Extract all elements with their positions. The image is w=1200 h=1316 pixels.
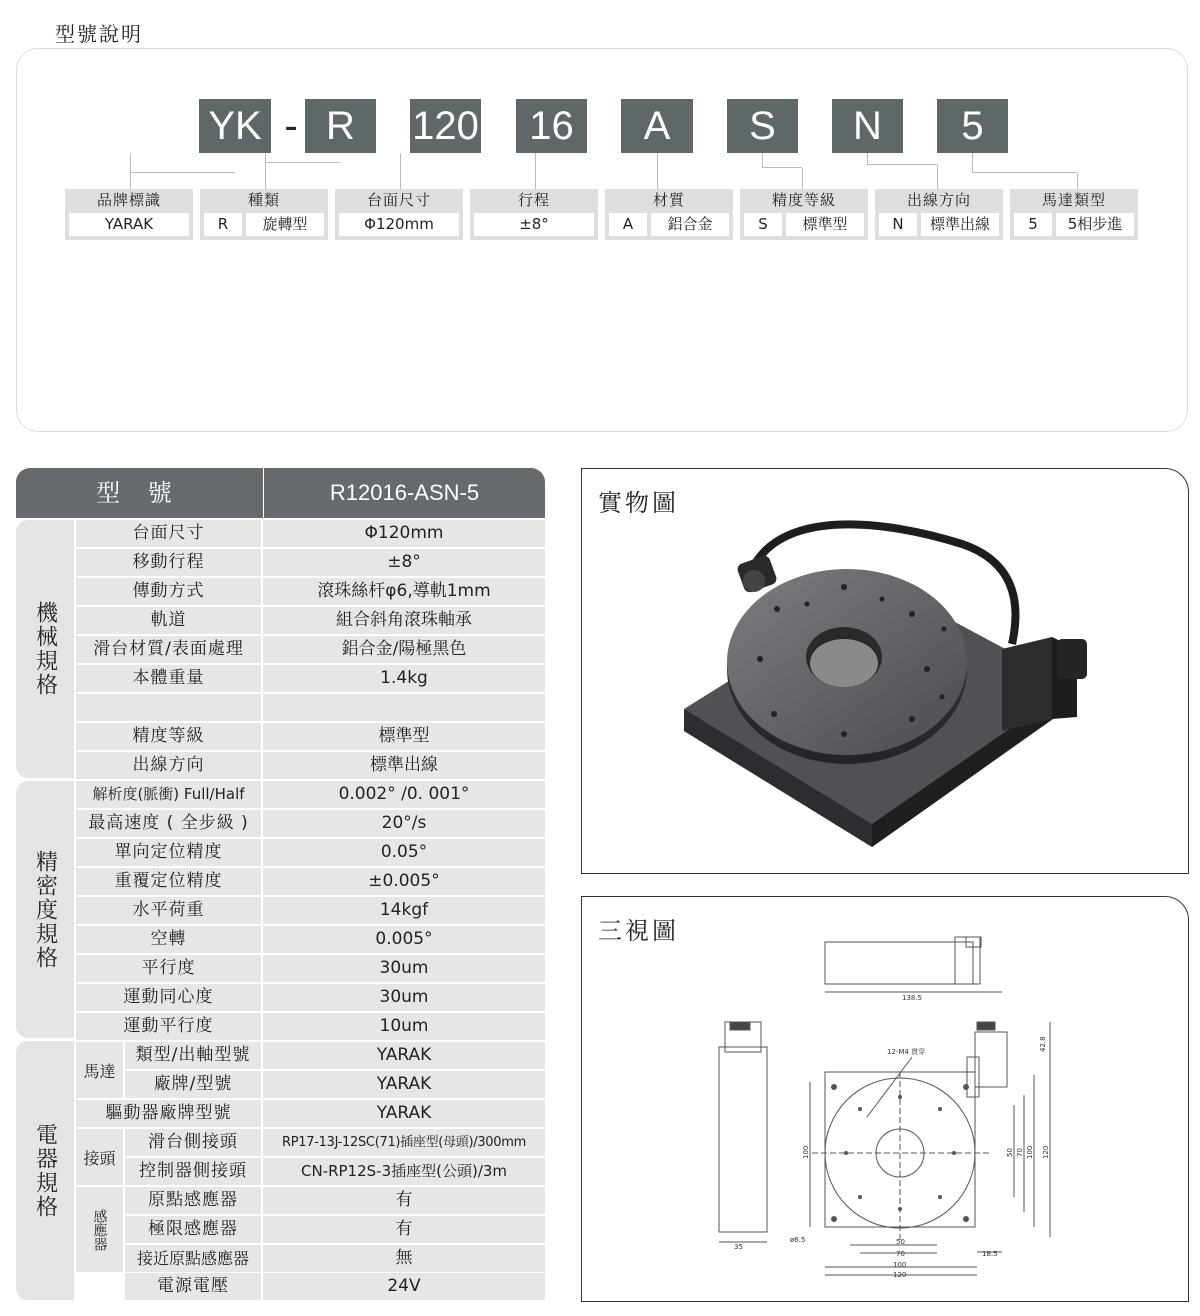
table-row: 解析度(脈衝) Full/Half 0.002° /0. 001° xyxy=(76,781,545,808)
svg-text:70: 70 xyxy=(1016,1148,1024,1157)
spec-table xyxy=(16,468,545,1300)
svg-text:35: 35 xyxy=(734,1243,743,1251)
group-mechanical: 機械規格 xyxy=(16,520,74,778)
option-brand: 品牌標識 YARAK xyxy=(65,189,193,240)
code-dash: - xyxy=(284,104,298,148)
table-row: 精度等級 標準型 xyxy=(76,723,545,750)
connector-line xyxy=(762,153,802,168)
table-row: 廠牌/型號 YARAK xyxy=(125,1071,545,1098)
table-row: 軌道 組合斜角滾珠軸承 xyxy=(76,607,545,634)
option-stroke: 行程 ±8° xyxy=(470,189,598,240)
table-row: 驅動器廠牌型號 YARAK xyxy=(76,1100,545,1127)
table-row: 傳動方式 滾珠絲杆φ6,導軌1mm xyxy=(76,578,545,605)
svg-text:100: 100 xyxy=(893,1261,907,1269)
option-cable: 出線方向 N 標準出線 xyxy=(875,189,1003,240)
code-segment-stroke: 16 xyxy=(516,99,587,153)
table-row: 移動行程 ±8° xyxy=(76,549,545,576)
connector-line xyxy=(535,153,536,189)
table-row: 最高速度 ( 全步級 ) 20°/s xyxy=(76,810,545,837)
subgroup-sensor: 感應器 xyxy=(76,1187,123,1272)
product-photo xyxy=(582,469,1188,873)
code-segment-cable: N xyxy=(832,99,903,153)
svg-text:100: 100 xyxy=(802,1145,810,1159)
code-segment-motor: 5 xyxy=(937,99,1008,153)
svg-text:50: 50 xyxy=(1006,1148,1014,1157)
table-row: 滑台側接頭 RP17-13J-12SC(71)插座型(母頭)/300mm xyxy=(125,1129,545,1156)
group-electrical: 電器規格 xyxy=(16,1041,74,1300)
table-row xyxy=(76,694,545,721)
connector-line xyxy=(1077,173,1078,189)
svg-text:50: 50 xyxy=(896,1238,905,1246)
table-row: 本體重量 1.4kg xyxy=(76,665,545,692)
page-title: 型號說明 xyxy=(55,22,143,46)
svg-text:70: 70 xyxy=(896,1250,905,1258)
option-material: 材質 A 鋁合金 xyxy=(605,189,733,240)
table-row: 極限感應器 有 xyxy=(125,1216,545,1243)
svg-text:100: 100 xyxy=(1026,1145,1034,1159)
table-row: 平行度 30um xyxy=(76,955,545,982)
table-row: 空轉 0.005° xyxy=(76,926,545,953)
connector-line xyxy=(400,153,401,189)
table-row: 電源電壓 24V xyxy=(125,1273,545,1300)
table-row: 滑台材質/表面處理 鋁合金/陽極黑色 xyxy=(76,636,545,663)
table-row: 接近原點感應器 無 xyxy=(125,1245,545,1272)
connector-line xyxy=(400,153,445,154)
option-type: 種類 R 旋轉型 xyxy=(200,189,328,240)
drawing-panel: 三視圖 138.5 12-M4 貫穿 ø6.5 42.8 35 100 50 70 100 120 50 70 100 120 18.5 xyxy=(581,896,1189,1302)
svg-text:18.5: 18.5 xyxy=(982,1250,998,1258)
table-row: 出線方向 標準出線 xyxy=(76,752,545,779)
table-row: 運動同心度 30um xyxy=(76,984,545,1011)
connector-line xyxy=(657,153,658,189)
svg-text:42.8: 42.8 xyxy=(1039,1036,1047,1052)
option-precision: 精度等級 S 標準型 xyxy=(740,189,868,240)
table-row: 重覆定位精度 ±0.005° xyxy=(76,868,545,895)
option-motor: 馬達類型 5 5相步進 xyxy=(1010,189,1138,240)
subgroup-motor: 馬達 xyxy=(76,1042,123,1098)
connector-line xyxy=(130,153,235,173)
technical-drawing xyxy=(582,897,1188,1301)
connector-line xyxy=(867,153,937,165)
code-segment-precision: S xyxy=(727,99,798,153)
photo-panel: 實物圖 xyxy=(581,468,1189,874)
connector-line xyxy=(130,173,131,189)
subgroup-connector: 接頭 xyxy=(76,1129,123,1185)
spec-header: 型 號 R12016-ASN-5 xyxy=(16,468,545,518)
connector-line xyxy=(535,153,551,154)
code-segment-size: 120 xyxy=(410,99,481,153)
svg-text:ø6.5: ø6.5 xyxy=(790,1236,806,1244)
model-code-box xyxy=(16,48,1188,432)
table-row: 單向定位精度 0.05° xyxy=(76,839,545,866)
code-segment-type: R xyxy=(305,99,376,153)
table-row: 類型/出軸型號 YARAK xyxy=(125,1042,545,1069)
table-row: 台面尺寸 Φ120mm xyxy=(76,520,545,547)
code-segment-material: A xyxy=(621,99,693,153)
svg-text:120: 120 xyxy=(1042,1145,1050,1159)
table-row: 水平荷重 14kgf xyxy=(76,897,545,924)
connector-line xyxy=(937,165,938,189)
table-row: 控制器側接頭 CN-RP12S-3插座型(公頭)/3m xyxy=(125,1158,545,1185)
group-precision: 精密度規格 xyxy=(16,781,74,1038)
connector-line xyxy=(802,168,803,189)
option-size: 台面尺寸 Φ120mm xyxy=(335,189,463,240)
svg-text:138.5: 138.5 xyxy=(902,994,923,1002)
code-segment-brand: YK xyxy=(199,99,271,153)
table-row: 原點感應器 有 xyxy=(125,1187,545,1214)
svg-text:120: 120 xyxy=(893,1271,907,1279)
connector-line xyxy=(265,163,266,189)
table-row: 運動平行度 10um xyxy=(76,1013,545,1040)
connector-line xyxy=(972,153,1077,173)
svg-text:12-M4 貫穿: 12-M4 貫穿 xyxy=(887,1048,926,1056)
connector-line xyxy=(265,153,340,163)
